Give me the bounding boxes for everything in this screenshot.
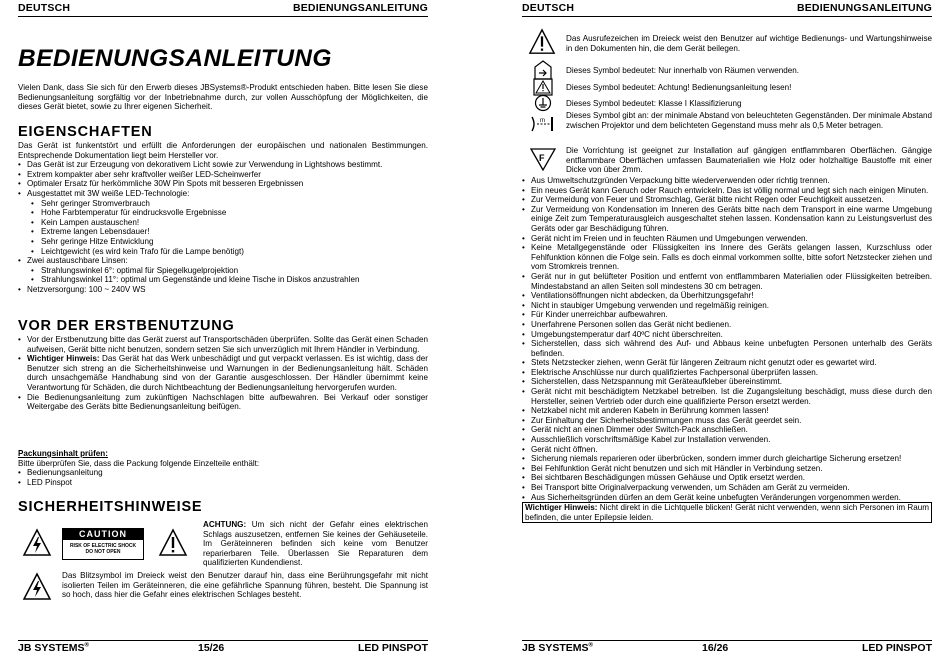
list-item: • Ventilationsöffnungen nicht abdecken, da Überhitzungsgefahr! — [522, 291, 932, 301]
header-language: DEUTSCH — [522, 2, 575, 14]
safety-section — [18, 499, 428, 516]
features-intro: Das Gerät ist funkentstört und erfüllt die Anforderungen der europäischen und nationalen Bestimmungen. Entsprechende Dokumentation liegt beim Hersteller vor. — [18, 141, 428, 160]
list-item: • Hohe Farbtemperatur für eindrucksvolle Ergebnisse — [18, 208, 428, 218]
features-list — [18, 160, 428, 198]
intro-paragraph: Vielen Dank, dass Sie sich für den Erwerb dieses JBSystems®-Produkt entschieden haben. Bitte lesen Sie diese Bedienungsanleitung sorgfältig vor der Inbetriebnahme durch, zur vollen Ausschöpfung der Möglichkeiten, die dieses Gerät bietet, sowie zu Ihrer eigenen Sicherheit. — [18, 83, 428, 112]
package-intro: Bitte überprüfen Sie, dass die Packung folgende Einzelteile enthält: — [18, 458, 260, 468]
list-item: • Gerät nicht mit beschädigtem Netzkabel betreiben. Ist die Zugangsleitung beschädigt, muss diese durch den Hersteller, seinen Vertrieb oder durch eine qualifizierte Person ersetzt werden. — [522, 387, 932, 406]
lightning-triangle-icon — [22, 528, 52, 558]
list-item: • Bei sichtbaren Beschädigungen müssen Gehäuse und Optik ersetzt werden. — [522, 473, 932, 483]
list-item: • Aus Sicherheitsgründen dürfen an dem Gerät keine unbefugten Veränderungen vorgenommen werden. — [522, 493, 932, 503]
page-header — [522, 2, 932, 17]
package-label: Packungsinhalt prüfen: — [18, 449, 108, 458]
features-section — [18, 124, 428, 295]
page-header — [18, 2, 428, 17]
safety-heading: SICHERHEITSHINWEISE — [18, 499, 203, 515]
list-item: • Zwei austauschbare Linsen: — [18, 256, 428, 266]
list-item: • Leichtgewicht (es wird kein Trafo für die Lampe benötigt) — [18, 247, 428, 257]
list-item: • LED Pinspot — [18, 478, 428, 488]
list-item: • Extrem kompakter aber sehr kraftvoller weißer LED-Scheinwerfer — [18, 170, 428, 180]
led-features-list — [18, 199, 428, 257]
list-item: • Ausschließlich vorschriftsmäßige Kabel zur Installation verwenden. — [522, 435, 932, 445]
list-item: • Sicherstellen, dass Netzspannung mit Geräteaufkleber übereinstimmt. — [522, 377, 932, 387]
page-footer: JB SYSTEMS® 16/26 LED PINSPOT — [522, 642, 932, 654]
lens-features-list — [18, 266, 428, 285]
page-number: 16/26 — [702, 642, 729, 654]
list-item: • Nicht in staubiger Umgebung verwenden und regelmäßig reinigen. — [522, 301, 932, 311]
svg-text:m: m — [540, 118, 545, 124]
list-item: • Zur Vermeidung von Feuer und Stromschlag, Gerät bitte nicht Regen oder Feuchtigkeit aussetzen. — [522, 195, 932, 205]
list-item: • Strahlungswinkel 11°: optimal um Gegenstände und kleine Tische in Diskos anzustrahlen — [18, 275, 428, 285]
symbol-description: Die Vorrichtung ist geeignet zur Installation auf gängigen entflammbaren Oberflächen. Gängige entflammbare Oberflächen umfassen Baumaterialien wie Holz oder holzhaltige Baustoffe mit einer Dicke von über 2mm. — [566, 146, 932, 175]
before-use-heading: VOR DER ERSTBENUTZUNG — [18, 318, 235, 334]
exclamation-triangle-icon — [158, 528, 188, 558]
safety-list — [522, 176, 932, 502]
features-heading: EIGENSCHAFTEN — [18, 124, 153, 140]
list-item: • Wichtiger Hinweis: Das Gerät hat das Werk unbeschädigt und gut verpackt verlassen. Es ist wichtig, dass der Benutzer sich streng an die Sicherheitshinweise und Warnungen in der Bedienungsanleitung hält. Schäden durch unsachgemäße Handhabung sind von der Garantie ausgeschlossen. Der Händler übernimmt keine Verantwortung für Schäden, die durch Nichtbeachtung der Bedienungsanleitung hervorgerufen wurden. — [18, 354, 428, 392]
caution-title: CAUTION — [63, 529, 143, 540]
caution-label — [62, 528, 144, 560]
list-item: • Sehr geringer Stromverbrauch — [18, 199, 428, 209]
list-item: • Elektrische Anschlüsse nur durch qualifiziertes Fachpersonal überprüfen lassen. — [522, 368, 932, 378]
list-item: • Zur Einhaltung der Sicherheitsbestimmungen muss das Gerät geerdet sein. — [522, 416, 932, 426]
safety-list-section — [522, 176, 932, 523]
class1-icon — [533, 94, 553, 112]
list-item: • Aus Umweltschutzgründen Verpackung bitte wiederverwenden oder richtig trennen. — [522, 176, 932, 186]
list-item: • Das Gerät ist zur Erzeugung von dekorativem Licht sowie zur Verwendung in Lightshows bestimmt. — [18, 160, 428, 170]
before-use-section — [18, 318, 428, 412]
page-footer: JB SYSTEMS® 15/26 LED PINSPOT — [18, 642, 428, 654]
list-item: • Stets Netzstecker ziehen, wenn Gerät für längeren Zeitraum nicht genutzt oder es gewartet wird. — [522, 358, 932, 368]
list-item: • Keine Metallgegenstände oder Flüssigkeiten ins Innere des Geräts gelangen lassen, Kurzschluss oder Fehlfunktion können die Folge sein. Falls es doch einmal vorkommen sollte, bitte sofort Netzstecker ziehen und vom Stromkreis trennen. — [522, 243, 932, 272]
right-page — [522, 0, 932, 654]
list-item: • Optimaler Ersatz für herkömmliche 30W Pin Spots mit besseren Ergebnissen — [18, 179, 428, 189]
page-title: BEDIENUNGSANLEITUNG — [18, 45, 332, 72]
symbol-description: Dieses Symbol bedeutet: Klasse I Klassifizierung — [566, 99, 742, 108]
footer-brand: JB SYSTEMS — [522, 642, 589, 654]
indoor-use-icon — [534, 60, 552, 80]
left-page — [18, 0, 428, 654]
list-item: • Ein neues Gerät kann Geruch oder Rauch entwickeln. Das ist völlig normal und legt sich nach einigen Minuten. — [522, 186, 932, 196]
list-item: • Gerät nicht öffnen. — [522, 445, 932, 455]
list-item: • Bei Transport bitte Originalverpackung verwenden, um Schäden am Gerät zu vermeiden. — [522, 483, 932, 493]
list-item: • Zur Vermeidung von Kondensation im Inneren des Geräts bitte nach dem Transport in eine warme Umgebung einige Zeit zum Temperaturausgleich ausgeschaltet stehen lassen. Kondensation kann zu Leistungsverlust des Geräts oder gar Beschädigung führen. — [522, 205, 932, 234]
header-title: BEDIENUNGSANLEITUNG — [292, 2, 428, 14]
list-item: • Bei Fehlfunktion Gerät nicht benutzen und sich mit Händler in Verbindung setzen. — [522, 464, 932, 474]
symbol-description: Dieses Symbol bedeutet: Achtung! Bedienungsanleitung lesen! — [566, 83, 792, 92]
header-language: DEUTSCH — [18, 2, 71, 14]
caution-line-1: RISK OF ELECTRIC SHOCK — [69, 543, 137, 549]
list-item: • Netzkabel nicht mit anderen Kabeln in Berührung kommen lassen! — [522, 406, 932, 416]
min-distance-icon — [530, 113, 558, 135]
header-title: BEDIENUNGSANLEITUNG — [796, 2, 932, 14]
caution-line-2: DO NOT OPEN — [85, 549, 121, 555]
list-item: • Kein Lampen austauschen! — [18, 218, 428, 228]
package-section — [18, 449, 428, 487]
list-item: • Netzversorgung: 100 ~ 240V WS — [18, 285, 428, 295]
lightning-triangle-icon — [22, 572, 52, 602]
list-item: • Unerfahrene Personen sollen das Gerät nicht bedienen. — [522, 320, 932, 330]
attention-paragraph: ACHTUNG: Um sich nicht der Gefahr eines elektrischen Schlags auszusetzen, entfernen Sie keines der Gehäuseteile. Im Geräteinneren befinden sich keine vom Benutzer reparierbaren Teile. Überlassen Sie Reparaturen dem qualifizierten Kundendienst. — [203, 520, 428, 568]
list-item: • Umgebungstemperatur darf 40ºC nicht überschreiten. — [522, 330, 932, 340]
flammable-surface-icon — [529, 146, 557, 172]
footer-product: LED PINSPOT — [357, 642, 428, 654]
footer-product: LED PINSPOT — [861, 642, 932, 654]
list-item: • Vor der Erstbenutzung bitte das Gerät zuerst auf Transportschäden überprüfen. Sollte das Gerät einen Schaden aufweisen, Gerät bitte nicht benutzen, sondern setzen Sie sich unverzüglich mit Ihrem Händler in Verbindung. — [18, 335, 428, 354]
list-item: • Gerät nur in gut belüfteter Position und entfernt von entflammbaren Materialien oder Flüssigkeiten betreiben. Mindestabstand an allen Seiten soll mindestens 30 cm betragen. — [522, 272, 932, 291]
list-item: • Sicherstellen, dass sich während des Auf- und Abbaus keine unbefugten Personen unterhalb des Geräts befinden. — [522, 339, 932, 358]
list-item: • Strahlungswinkel 6°: optimal für Spiegelkugelprojektion — [18, 266, 428, 276]
symbol-description: Das Ausrufezeichen im Dreieck weist den Benutzer auf wichtige Bedienungs- und Wartungshinweise in den Dokumenten hin, die dem Gerät beilegen. — [566, 34, 932, 53]
list-item: • Die Bedienungsanleitung zum zukünftigen Nachschlagen bitte aufbewahren. Bei Verkauf oder sonstiger Weitergabe des Geräts bitte Bedienungsanleitung beifügen. — [18, 393, 428, 412]
list-item: • Extreme langen Lebensdauer! — [18, 227, 428, 237]
footer-brand: JB SYSTEMS — [18, 642, 85, 654]
list-item: • Gerät nicht im Freien und in feuchten Räumen und Umgebungen verwenden. — [522, 234, 932, 244]
symbol-description: Dieses Symbol gibt an: der minimale Abstand von beleuchteten Gegenständen. Der minimale Abstand zwischen Projektor und dem belichteten Gegenstand muss mehr als 0,5 Meter betragen. — [566, 111, 932, 130]
symbol-description: Dieses Symbol bedeutet: Nur innerhalb von Räumen verwenden. — [566, 66, 800, 75]
page-number: 15/26 — [198, 642, 225, 654]
list-item: • Ausgestattet mit 3W weiße LED-Technologie: — [18, 189, 428, 199]
exclamation-triangle-icon — [528, 28, 556, 56]
list-item: • Sehr geringe Hitze Entwicklung — [18, 237, 428, 247]
list-item: • Bedienungsanleitung — [18, 468, 428, 478]
list-item: • Für Kinder unerreichbar aufbewahren. — [522, 310, 932, 320]
svg-text:F: F — [539, 153, 545, 163]
important-warning-box: Wichtiger Hinweis: Nicht direkt in die Lichtquelle blicken! Gerät nicht verwenden, wenn sich Personen im Raum befinden, die unter Epilepsie leiden. — [522, 502, 932, 523]
lightning-paragraph: Das Blitzsymbol im Dreieck weist den Benutzer darauf hin, dass eine Berührungsgefahr mit nicht isolierten Teilen im Geräteinneren, die eine gefährliche Spannung führen, besteht. Die Spannung ist so hoch, dass hier die Gefahr eines elektrischen Schlages besteht. — [62, 571, 428, 600]
list-item: • Gerät nicht an einen Dimmer oder Switch-Pack anschließen. — [522, 425, 932, 435]
list-item: • Sicherung niemals reparieren oder überbrücken, sondern immer durch gleichartige Sicherung ersetzen! — [522, 454, 932, 464]
